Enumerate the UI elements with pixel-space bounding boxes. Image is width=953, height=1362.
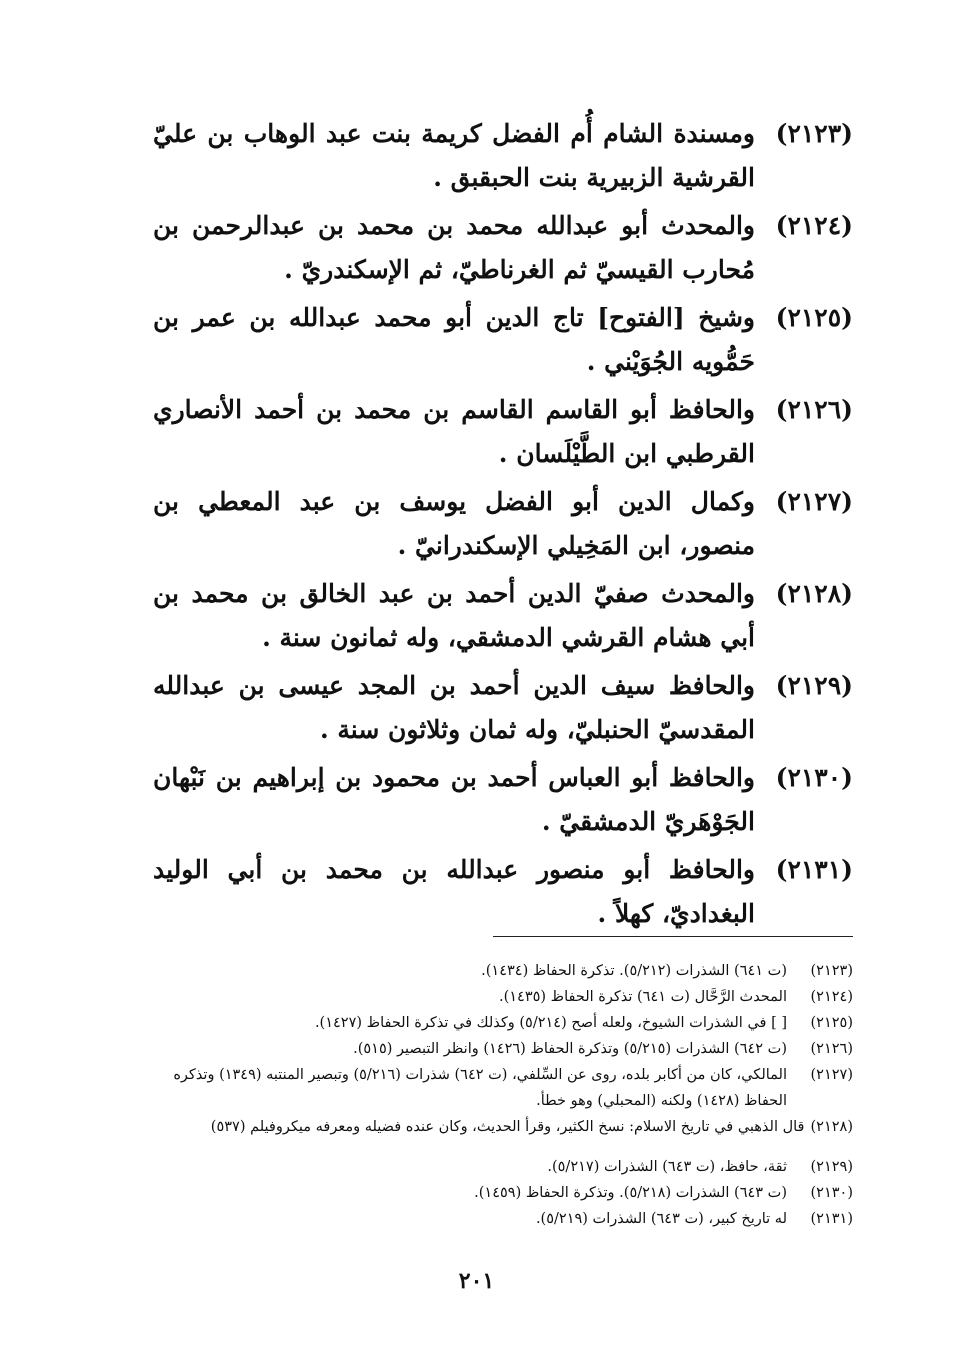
footnote-number: (٢١٢٩)	[810, 1159, 853, 1175]
footnote-number: (٢١٢٨)	[810, 1119, 853, 1135]
footnote	[153, 1114, 853, 1140]
footnote	[153, 1036, 853, 1062]
entry-text: والحافظ أبو العباس أحمد بن محمود بن إبراهيم بن نَبْهان الجَوْهَريّ الدمشقيّ .	[153, 763, 755, 836]
footnote	[153, 958, 853, 984]
entry-number: (٢١٢٧)	[775, 487, 853, 516]
footnote	[153, 984, 853, 1010]
entry-text: والمحدث أبو عبدالله محمد بن محمد بن عبدالرحمن بن مُحارب القيسيّ ثم الغرناطيّ، ثم الإسكندريّ .	[153, 211, 755, 284]
footnote-text: [ ] في الشذرات الشيوخ، ولعله أصح (٥/٢١٤) وكذلك في تذكرة الحفاظ (١٤٢٧).	[314, 1015, 787, 1031]
main-text	[153, 112, 853, 940]
entry-number: (٢١٣٠)	[775, 763, 853, 792]
entry-text: وشيخ [الفتوح] تاج الدين أبو محمد عبدالله بن عمر بن حَمُّويه الجُوَيْني .	[153, 303, 755, 376]
footnote-text: المالكي، كان من أكابر بلده، روى عن السِّلفي، (ت ٦٤٢) شذرات (٥/٢١٦) وتبصير المنتبه (١٣٤٩) وتذكره الحفاظ (١٤٢٨) ولكنه (المحبلي) وهو خطأ.	[173, 1067, 787, 1109]
entry	[153, 296, 853, 384]
entry-text: والحافظ أبو منصور عبدالله بن محمد بن أبي الوليد البغداديّ، كهلاً .	[153, 855, 755, 928]
footnote-number: (٢١٣١)	[810, 1211, 853, 1227]
entry-text: والمحدث صفيّ الدين أحمد بن عبد الخالق بن محمد بن أبي هشام القرشي الدمشقي، وله ثمانون سنة .	[153, 579, 755, 652]
entry-text: والحافظ سيف الدين أحمد بن المجد عيسى بن عبدالله المقدسيّ الحنبليّ، وله ثمان وثلاثون سنة .	[153, 671, 755, 744]
entry	[153, 388, 853, 476]
entry-number: (٢١٢٦)	[775, 395, 853, 424]
page-number: ٢٠١	[458, 1268, 495, 1294]
entry	[153, 664, 853, 752]
footnote-text: له تاريخ كبير، (ت ٦٤٣) الشذرات (٥/٢١٩).	[535, 1211, 787, 1227]
footnote-text: (ت ٦٤١) الشذرات (٥/٢١٢). تذكرة الحفاظ (١٤٣٤).	[481, 963, 787, 979]
footnote-number: (٢١٢٥)	[810, 1015, 853, 1031]
entry-text: ومسندة الشام أُم الفضل كريمة بنت عبد الوهاب بن عليّ القرشية الزبيرية بنت الحبقبق .	[153, 119, 755, 192]
entry	[153, 572, 853, 660]
entry-number: (٢١٢٩)	[775, 671, 853, 700]
footnotes	[153, 958, 853, 1232]
entry	[153, 112, 853, 200]
footnote-number: (٢١٢٣)	[810, 963, 853, 979]
entry-number: (٢١٢٨)	[775, 579, 853, 608]
footnote-text: ثقة، حافظ، (ت ٦٤٣) الشذرات (٥/٢١٧).	[547, 1159, 787, 1175]
entry-number: (٢١٣١)	[775, 855, 853, 884]
footnote-gap	[153, 1140, 853, 1154]
footnote	[153, 1180, 853, 1206]
entry	[153, 480, 853, 568]
footnote-text: (ت ٦٤٢) الشذرات (٥/٢١٥) وتذكرة الحفاظ (١٤٢٦) وانظر التبصير (٥١٥).	[353, 1041, 787, 1057]
footnote	[153, 1062, 853, 1114]
entry-text: والحافظ أبو القاسم القاسم بن محمد بن أحمد الأنصاري القرطبي ابن الطَّيْلَسان .	[153, 395, 755, 468]
footnote-text: المحدث الرَّحَّال (ت ٦٤١) تذكرة الحفاظ (١٤٣٥).	[498, 989, 787, 1005]
footnote	[153, 1010, 853, 1036]
footnote	[153, 1154, 853, 1180]
footnote	[153, 1206, 853, 1232]
entry-text: وكمال الدين أبو الفضل يوسف بن عبد المعطي بن منصور، ابن المَخِيلي الإسكندرانيّ .	[153, 487, 755, 560]
entry-number: (٢١٢٤)	[775, 211, 853, 240]
footnote-number: (٢١٢٤)	[810, 989, 853, 1005]
footnote-text: (ت ٦٤٣) الشذرات (٥/٢١٨). وتذكرة الحفاظ (١٤٥٩).	[474, 1185, 787, 1201]
footnote-text: قال الذهبي في تاريخ الاسلام: نسخ الكثير، وقرأ الحديث، وكان عنده فضيله ومعرفه ميكروفيلم (٥٣٧)	[210, 1119, 805, 1135]
entry-number: (٢١٢٣)	[775, 119, 853, 148]
footnote-number: (٢١٢٧)	[810, 1067, 853, 1083]
footnote-number: (٢١٢٦)	[810, 1041, 853, 1057]
entry	[153, 204, 853, 292]
entry	[153, 756, 853, 844]
entry	[153, 848, 853, 936]
footnote-divider	[493, 936, 853, 937]
entry-number: (٢١٢٥)	[775, 303, 853, 332]
footnote-number: (٢١٣٠)	[810, 1185, 853, 1201]
